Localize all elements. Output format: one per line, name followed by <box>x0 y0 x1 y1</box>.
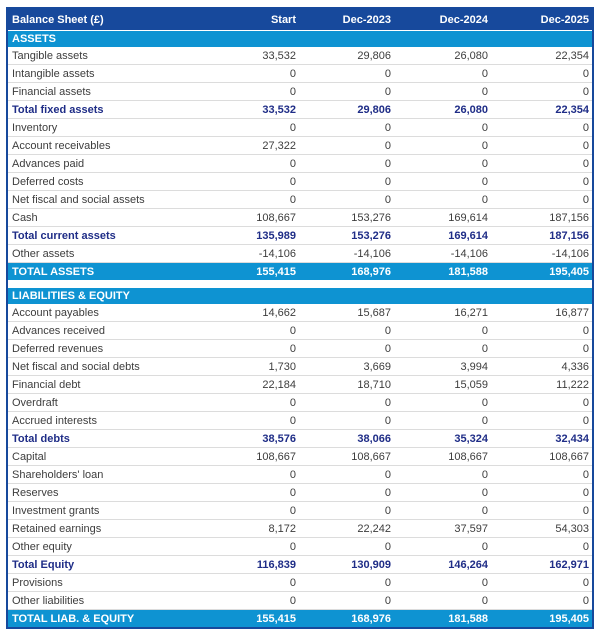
row-value: 135,989 <box>256 230 296 242</box>
row-label: Inventory <box>12 122 58 134</box>
row-value: 0 <box>582 595 589 607</box>
row-label: Account payables <box>12 307 99 319</box>
row-value: 155,415 <box>256 265 296 278</box>
row-value: 0 <box>289 122 296 134</box>
row-value: 0 <box>582 505 589 517</box>
row-value: 0 <box>289 595 296 607</box>
row-value: 0 <box>481 158 488 170</box>
row-label: Overdraft <box>12 397 58 409</box>
row-label: Total current assets <box>12 230 116 242</box>
row-value: 0 <box>384 325 391 337</box>
row-value: 35,324 <box>454 433 488 445</box>
row-value: 153,276 <box>351 230 391 242</box>
row-value: 26,080 <box>454 50 488 62</box>
row-label: TOTAL LIAB. & EQUITY <box>12 612 135 625</box>
row-value: 29,806 <box>357 50 391 62</box>
row-value: 0 <box>289 541 296 553</box>
row-value: 0 <box>481 122 488 134</box>
row-value: 0 <box>481 505 488 517</box>
table-row <box>8 376 592 394</box>
row-value: 18,710 <box>357 379 391 391</box>
row-label: Advances paid <box>12 158 85 170</box>
row-value: 130,909 <box>351 559 391 571</box>
row-label: Other liabilities <box>12 595 85 607</box>
row-label: Net fiscal and social debts <box>12 361 140 373</box>
row-value: 0 <box>582 122 589 134</box>
row-label: Retained earnings <box>12 523 102 535</box>
row-value: -14,106 <box>258 248 296 260</box>
row-value: 0 <box>582 68 589 80</box>
row-value: 0 <box>289 415 296 427</box>
row-value: -14,106 <box>353 248 391 260</box>
table-row <box>8 155 592 173</box>
row-label: Intangible assets <box>12 68 95 80</box>
row-value: 0 <box>582 415 589 427</box>
table-row <box>8 502 592 520</box>
row-value: 0 <box>384 505 391 517</box>
table-row <box>8 538 592 556</box>
row-value: 4,336 <box>561 361 589 373</box>
balance-sheet-table <box>6 7 594 629</box>
table-row <box>8 101 592 119</box>
row-label: Financial debt <box>12 379 81 391</box>
row-value: 187,156 <box>549 212 589 224</box>
row-value: 0 <box>481 140 488 152</box>
table-title: Balance Sheet (£) <box>12 13 104 26</box>
table-row <box>8 245 592 263</box>
table-row <box>8 65 592 83</box>
table-row <box>8 520 592 538</box>
section-header-label: ASSETS <box>12 33 57 45</box>
table-body <box>8 31 592 627</box>
row-label: Advances received <box>12 325 105 337</box>
row-value: 0 <box>481 577 488 589</box>
table-row <box>8 137 592 155</box>
row-value: 0 <box>384 122 391 134</box>
row-label: Tangible assets <box>12 50 88 62</box>
row-value: 0 <box>289 505 296 517</box>
row-value: 0 <box>289 176 296 188</box>
row-label: Financial assets <box>12 86 91 98</box>
row-value: 22,354 <box>555 50 589 62</box>
row-value: 0 <box>481 325 488 337</box>
table-row <box>8 263 592 280</box>
row-value: 0 <box>384 158 391 170</box>
row-value: 15,059 <box>454 379 488 391</box>
table-row <box>8 83 592 101</box>
row-value: 108,667 <box>549 451 589 463</box>
row-value: 0 <box>582 158 589 170</box>
row-value: 0 <box>582 487 589 499</box>
table-row <box>8 322 592 340</box>
row-value: 0 <box>384 397 391 409</box>
table-row <box>8 556 592 574</box>
row-value: 0 <box>582 541 589 553</box>
row-label: Total fixed assets <box>12 104 104 116</box>
row-value: 169,614 <box>448 212 488 224</box>
table-row <box>8 304 592 322</box>
row-value: 162,971 <box>549 559 589 571</box>
table-row <box>8 592 592 610</box>
row-label: Provisions <box>12 577 63 589</box>
row-label: Deferred revenues <box>12 343 104 355</box>
row-value: 27,322 <box>262 140 296 152</box>
row-value: 0 <box>481 595 488 607</box>
column-header: Dec-2024 <box>439 13 488 26</box>
row-value: 11,222 <box>556 379 589 391</box>
row-value: 0 <box>481 487 488 499</box>
row-value: 8,172 <box>268 523 296 535</box>
column-header: Start <box>270 13 296 26</box>
row-value: 0 <box>384 415 391 427</box>
row-value: 195,405 <box>549 265 589 278</box>
row-label: Cash <box>12 212 38 224</box>
row-value: 16,271 <box>454 307 488 319</box>
row-value: 0 <box>289 577 296 589</box>
row-value: 0 <box>289 194 296 206</box>
row-value: 108,667 <box>448 451 488 463</box>
row-value: 54,303 <box>555 523 589 535</box>
table-row <box>8 173 592 191</box>
row-value: -14,106 <box>551 248 589 260</box>
row-value: 0 <box>481 397 488 409</box>
row-value: 14,662 <box>262 307 296 319</box>
row-label: TOTAL ASSETS <box>12 265 95 278</box>
row-value: 0 <box>289 158 296 170</box>
row-value: 38,066 <box>357 433 391 445</box>
row-value: 0 <box>582 343 589 355</box>
row-value: 0 <box>481 541 488 553</box>
table-row <box>8 340 592 358</box>
row-value: 0 <box>384 176 391 188</box>
row-value: 0 <box>481 86 488 98</box>
row-value: 0 <box>582 176 589 188</box>
row-value: 0 <box>582 194 589 206</box>
row-label: Net fiscal and social assets <box>12 194 145 206</box>
row-value: 0 <box>289 325 296 337</box>
row-value: 108,667 <box>256 451 296 463</box>
row-value: 37,597 <box>454 523 488 535</box>
row-value: 0 <box>289 343 296 355</box>
row-value: 0 <box>384 86 391 98</box>
row-value: 0 <box>481 469 488 481</box>
row-value: 3,669 <box>363 361 391 373</box>
row-value: 33,532 <box>262 50 296 62</box>
row-value: 187,156 <box>549 230 589 242</box>
row-value: 0 <box>384 541 391 553</box>
row-label: Account receivables <box>12 140 111 152</box>
row-value: 108,667 <box>351 451 391 463</box>
table-row <box>8 358 592 376</box>
row-value: 0 <box>289 487 296 499</box>
row-value: 0 <box>384 469 391 481</box>
table-row <box>8 227 592 245</box>
row-value: 168,976 <box>351 612 391 625</box>
row-value: 0 <box>582 469 589 481</box>
row-label: Reserves <box>12 487 59 499</box>
row-value: 0 <box>582 325 589 337</box>
table-row <box>8 484 592 502</box>
row-value: 181,588 <box>448 265 488 278</box>
row-value: 26,080 <box>454 104 488 116</box>
table-header-row <box>8 9 592 31</box>
row-value: 0 <box>481 194 488 206</box>
section-header-label: LIABILITIES & EQUITY <box>12 290 130 302</box>
row-label: Accrued interests <box>12 415 97 427</box>
table-row <box>8 448 592 466</box>
row-value: 0 <box>481 68 488 80</box>
row-value: 116,839 <box>256 559 296 571</box>
section-header <box>8 31 592 47</box>
row-label: Total Equity <box>12 559 75 571</box>
row-label: Shareholders' loan <box>12 469 104 481</box>
row-value: 3,994 <box>460 361 488 373</box>
row-label: Other equity <box>12 541 72 553</box>
row-value: 146,264 <box>448 559 488 571</box>
row-value: 29,806 <box>357 104 391 116</box>
table-row <box>8 119 592 137</box>
row-value: 168,976 <box>351 265 391 278</box>
section-gap <box>8 280 592 288</box>
row-value: 22,354 <box>555 104 589 116</box>
table-row <box>8 574 592 592</box>
row-value: 0 <box>384 140 391 152</box>
row-label: Capital <box>12 451 47 463</box>
row-value: 195,405 <box>549 612 589 625</box>
row-value: 0 <box>289 469 296 481</box>
row-label: Total debts <box>12 433 70 445</box>
row-label: Investment grants <box>12 505 100 517</box>
row-value: 15,687 <box>357 307 391 319</box>
table-row <box>8 610 592 627</box>
table-row <box>8 430 592 448</box>
row-value: 108,667 <box>256 212 296 224</box>
row-label: Deferred costs <box>12 176 84 188</box>
row-value: 155,415 <box>256 612 296 625</box>
row-value: 169,614 <box>448 230 488 242</box>
row-value: 33,532 <box>262 104 296 116</box>
row-value: 0 <box>481 176 488 188</box>
row-value: 0 <box>481 415 488 427</box>
row-value: 0 <box>384 487 391 499</box>
row-value: 0 <box>384 194 391 206</box>
row-value: 16,877 <box>555 307 589 319</box>
row-value: 0 <box>289 68 296 80</box>
row-value: 0 <box>384 343 391 355</box>
row-value: 38,576 <box>262 433 296 445</box>
row-label: Other assets <box>12 248 75 260</box>
row-value: 0 <box>582 86 589 98</box>
row-value: 0 <box>289 86 296 98</box>
row-value: 0 <box>384 577 391 589</box>
row-value: 22,242 <box>357 523 391 535</box>
section-header <box>8 288 592 304</box>
table-row <box>8 412 592 430</box>
table-row <box>8 209 592 227</box>
column-header: Dec-2023 <box>342 13 391 26</box>
row-value: 0 <box>582 140 589 152</box>
row-value: 1,730 <box>268 361 296 373</box>
row-value: 32,434 <box>555 433 589 445</box>
table-row <box>8 394 592 412</box>
row-value: 0 <box>384 595 391 607</box>
table-row <box>8 191 592 209</box>
row-value: 0 <box>481 343 488 355</box>
row-value: 22,184 <box>262 379 296 391</box>
column-header: Dec-2025 <box>540 13 589 26</box>
row-value: 0 <box>289 397 296 409</box>
table-row <box>8 47 592 65</box>
row-value: 0 <box>582 577 589 589</box>
row-value: 153,276 <box>351 212 391 224</box>
row-value: 0 <box>384 68 391 80</box>
row-value: 0 <box>582 397 589 409</box>
row-value: -14,106 <box>450 248 488 260</box>
row-value: 181,588 <box>448 612 488 625</box>
table-row <box>8 466 592 484</box>
